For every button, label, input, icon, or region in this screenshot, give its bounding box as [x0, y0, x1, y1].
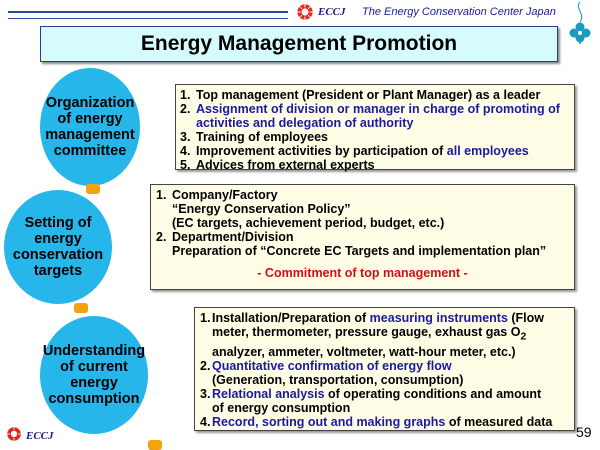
list-item: 1. Installation/Preparation of measuring instruments (Flow — [200, 311, 545, 325]
targets-details-box: 1. Company/Factory “Energy Conservation Policy” (EC targets, achievement period, budget, etc.) 2. Department/Division Preparation of “Concrete EC Targets and implementation plan” - Commitment of top management - — [150, 184, 575, 290]
eccj-logo-icon — [296, 3, 314, 21]
connector-1 — [86, 184, 100, 194]
list-item: 1. Top management (President or Plant Manager) as a leader — [180, 88, 541, 102]
connector-2 — [74, 303, 88, 313]
list-item: 3. Relational analysis of operating conditions and amount — [200, 386, 542, 401]
footer-eccj-logo-icon — [6, 426, 22, 442]
list-item: 2. Department/Division — [156, 230, 294, 244]
page-title: Energy Management Promotion — [40, 26, 558, 62]
header-organization: The Energy Conservation Center Japan — [362, 6, 556, 18]
list-item: 1. Company/Factory — [156, 188, 278, 202]
header-rule — [8, 11, 288, 19]
step-circle-organization: Organization of energy management committee — [40, 68, 140, 186]
footer-logo-text: ECCJ — [26, 430, 54, 442]
list-item: 2. Quantitative confirmation of energy flow — [200, 358, 452, 373]
step-circle-consumption: Understanding of current energy consumption — [40, 316, 148, 434]
list-item: 5. Advices from external experts — [180, 158, 375, 172]
consumption-details-box: 1. Installation/Preparation of measuring instruments (Flow meter, thermometer, pressure gauge, exhaust gas $O_2$ analyzer, ammeter, voltmeter, watt-hour meter, etc.) 2. Quantitative confirmation of energy flow (Generation, transportation, consumption) 3. Relational analysis of operating conditions and amount of energy consumption 4. Record, sorting out and making graphs of measured data — [194, 307, 575, 431]
connector-3 — [148, 440, 162, 450]
clover-icon — [560, 0, 600, 45]
header-logo-text: ECCJ — [318, 6, 346, 18]
list-item: 4. Record, sorting out and making graphs of measured data — [200, 414, 553, 429]
organization-details-box — [175, 84, 575, 170]
commitment-note: - Commitment of top management - — [257, 266, 468, 280]
page-number: 59 — [576, 424, 592, 440]
list-item: 2. Assignment of division or manager in charge of promoting of activities and delegation of authority — [180, 102, 560, 130]
list-item: 3. Training of employees — [180, 130, 328, 144]
step-circle-targets: Setting of energy conservation targets — [4, 190, 112, 304]
list-item: 4. Improvement activities by participation of all employees — [180, 144, 529, 158]
